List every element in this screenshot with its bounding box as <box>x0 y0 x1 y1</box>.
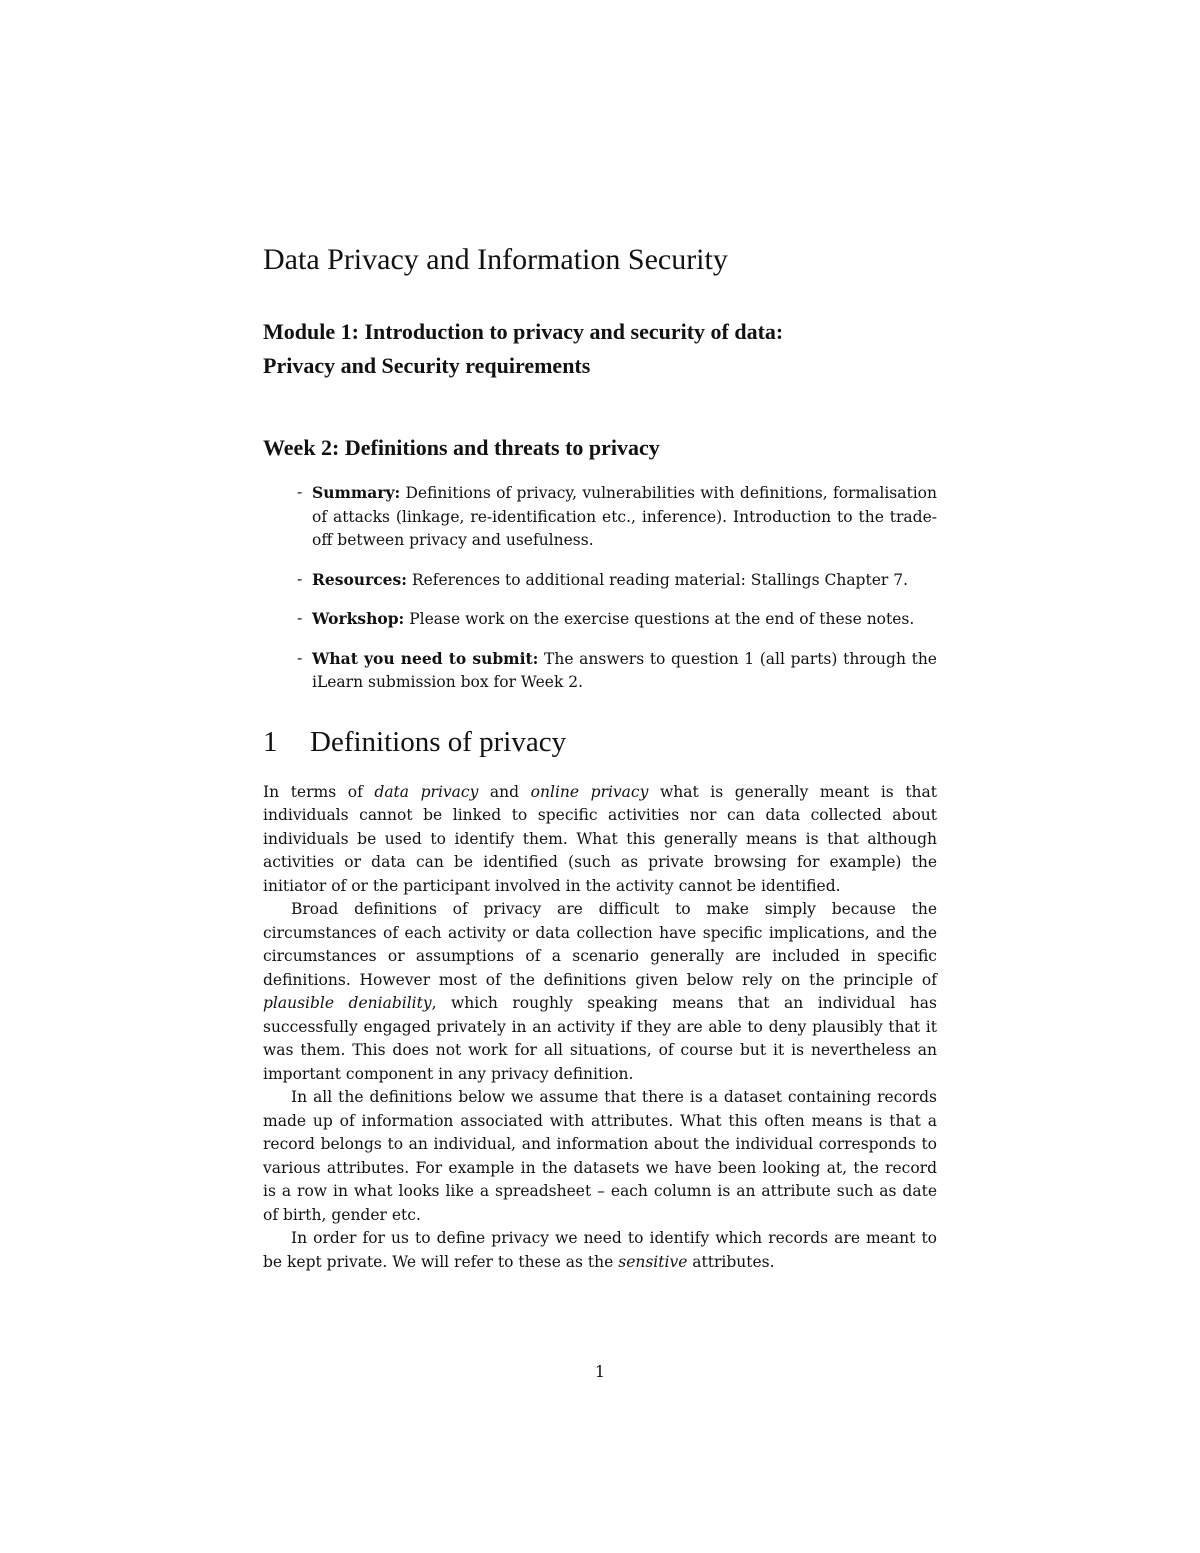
emphasis-text: online privacy <box>530 782 649 801</box>
bullet-marker: - <box>297 648 303 667</box>
list-item-workshop <box>263 607 937 632</box>
paragraph-2 <box>263 898 937 1086</box>
item-text: Please work on the exercise questions at the end of these notes. <box>404 610 915 628</box>
page-number: 1 <box>594 1362 606 1381</box>
module-heading-line-2: Privacy and Security requirements <box>263 353 591 378</box>
item-label: Summary: <box>312 483 401 502</box>
list-item-summary <box>263 481 937 553</box>
item-text: Definitions of privacy, vulnerabilities with definitions, formalisation of attacks (linkage, re-identification etc., inference). Introduction to the trade-off between privacy and usefulness. <box>312 484 937 549</box>
bullet-marker: - <box>297 483 303 501</box>
module-heading <box>263 315 937 383</box>
module-heading-line-1: Module 1: Introduction to privacy and security of data: <box>263 319 784 344</box>
paragraph-3: In all the definitions below we assume that there is a dataset containing records made up of information associated with attributes. What this often means is that a record belongs to an individual, and information about the individual corresponds to various attributes. For example in the datasets we have been looking at, the record is a row in what looks like a spreadsheet – each column is an attribute such as date of birth, gender etc. <box>263 1088 937 1224</box>
text-run: attributes. <box>687 1252 775 1271</box>
item-text: The answers to question 1 (all parts) through the iLearn submission box for Week 2. <box>312 649 937 691</box>
text-run: what is generally meant is that individuals cannot be linked to specific activities nor can data collected about individuals be used to identify them. What this generally means is that although activities or data can be identified (such as private browsing for example) the initiator of or the participant involved in the activity cannot be identified. <box>263 782 938 895</box>
text-run: In terms of <box>263 782 375 801</box>
week-heading: Week 2: Definitions and threats to privacy <box>263 435 660 460</box>
text-run: and <box>478 782 531 801</box>
section-number: 1 <box>263 725 278 758</box>
item-text: References to additional reading material: Stallings Chapter 7. <box>407 570 909 589</box>
text-run: , which roughly speaking means that an individual has successfully engaged privately in an activity if they are able to deny plausibly that it was them. This does not work for all situations, of course but it is nevertheless an important component in any privacy definition. <box>263 994 937 1083</box>
list-item-submission <box>263 647 937 695</box>
week-item-list <box>263 481 937 695</box>
emphasis-text: plausible deniability <box>263 994 432 1012</box>
text-run: In order for us to define privacy we need to identify which records are meant to be kept private. We will refer to these as the <box>263 1229 937 1271</box>
item-label: What you need to submit: <box>312 648 539 668</box>
item-label: Resources: <box>312 569 407 589</box>
document-title: Data Privacy and Information Security <box>263 243 728 276</box>
section-heading <box>263 722 937 762</box>
paragraph-1 <box>263 781 937 899</box>
item-label: Workshop: <box>312 609 405 628</box>
page-content <box>263 240 937 1274</box>
bullet-marker: - <box>297 569 303 588</box>
bullet-marker: - <box>297 609 303 627</box>
emphasis-text: data privacy <box>374 782 479 801</box>
emphasis-text: sensitive <box>618 1252 688 1271</box>
text-run: Broad definitions of privacy are difficult to make simply because the circumstances of each activity or data collection have specific implications, and the circumstances or assumptions of a scenario generally are included in specific definitions. However most of the definitions given below rely on the principle of <box>263 900 937 989</box>
section-title-text: Definitions of privacy <box>310 725 567 758</box>
paragraph-4 <box>263 1227 937 1274</box>
list-item-resources <box>263 568 937 593</box>
